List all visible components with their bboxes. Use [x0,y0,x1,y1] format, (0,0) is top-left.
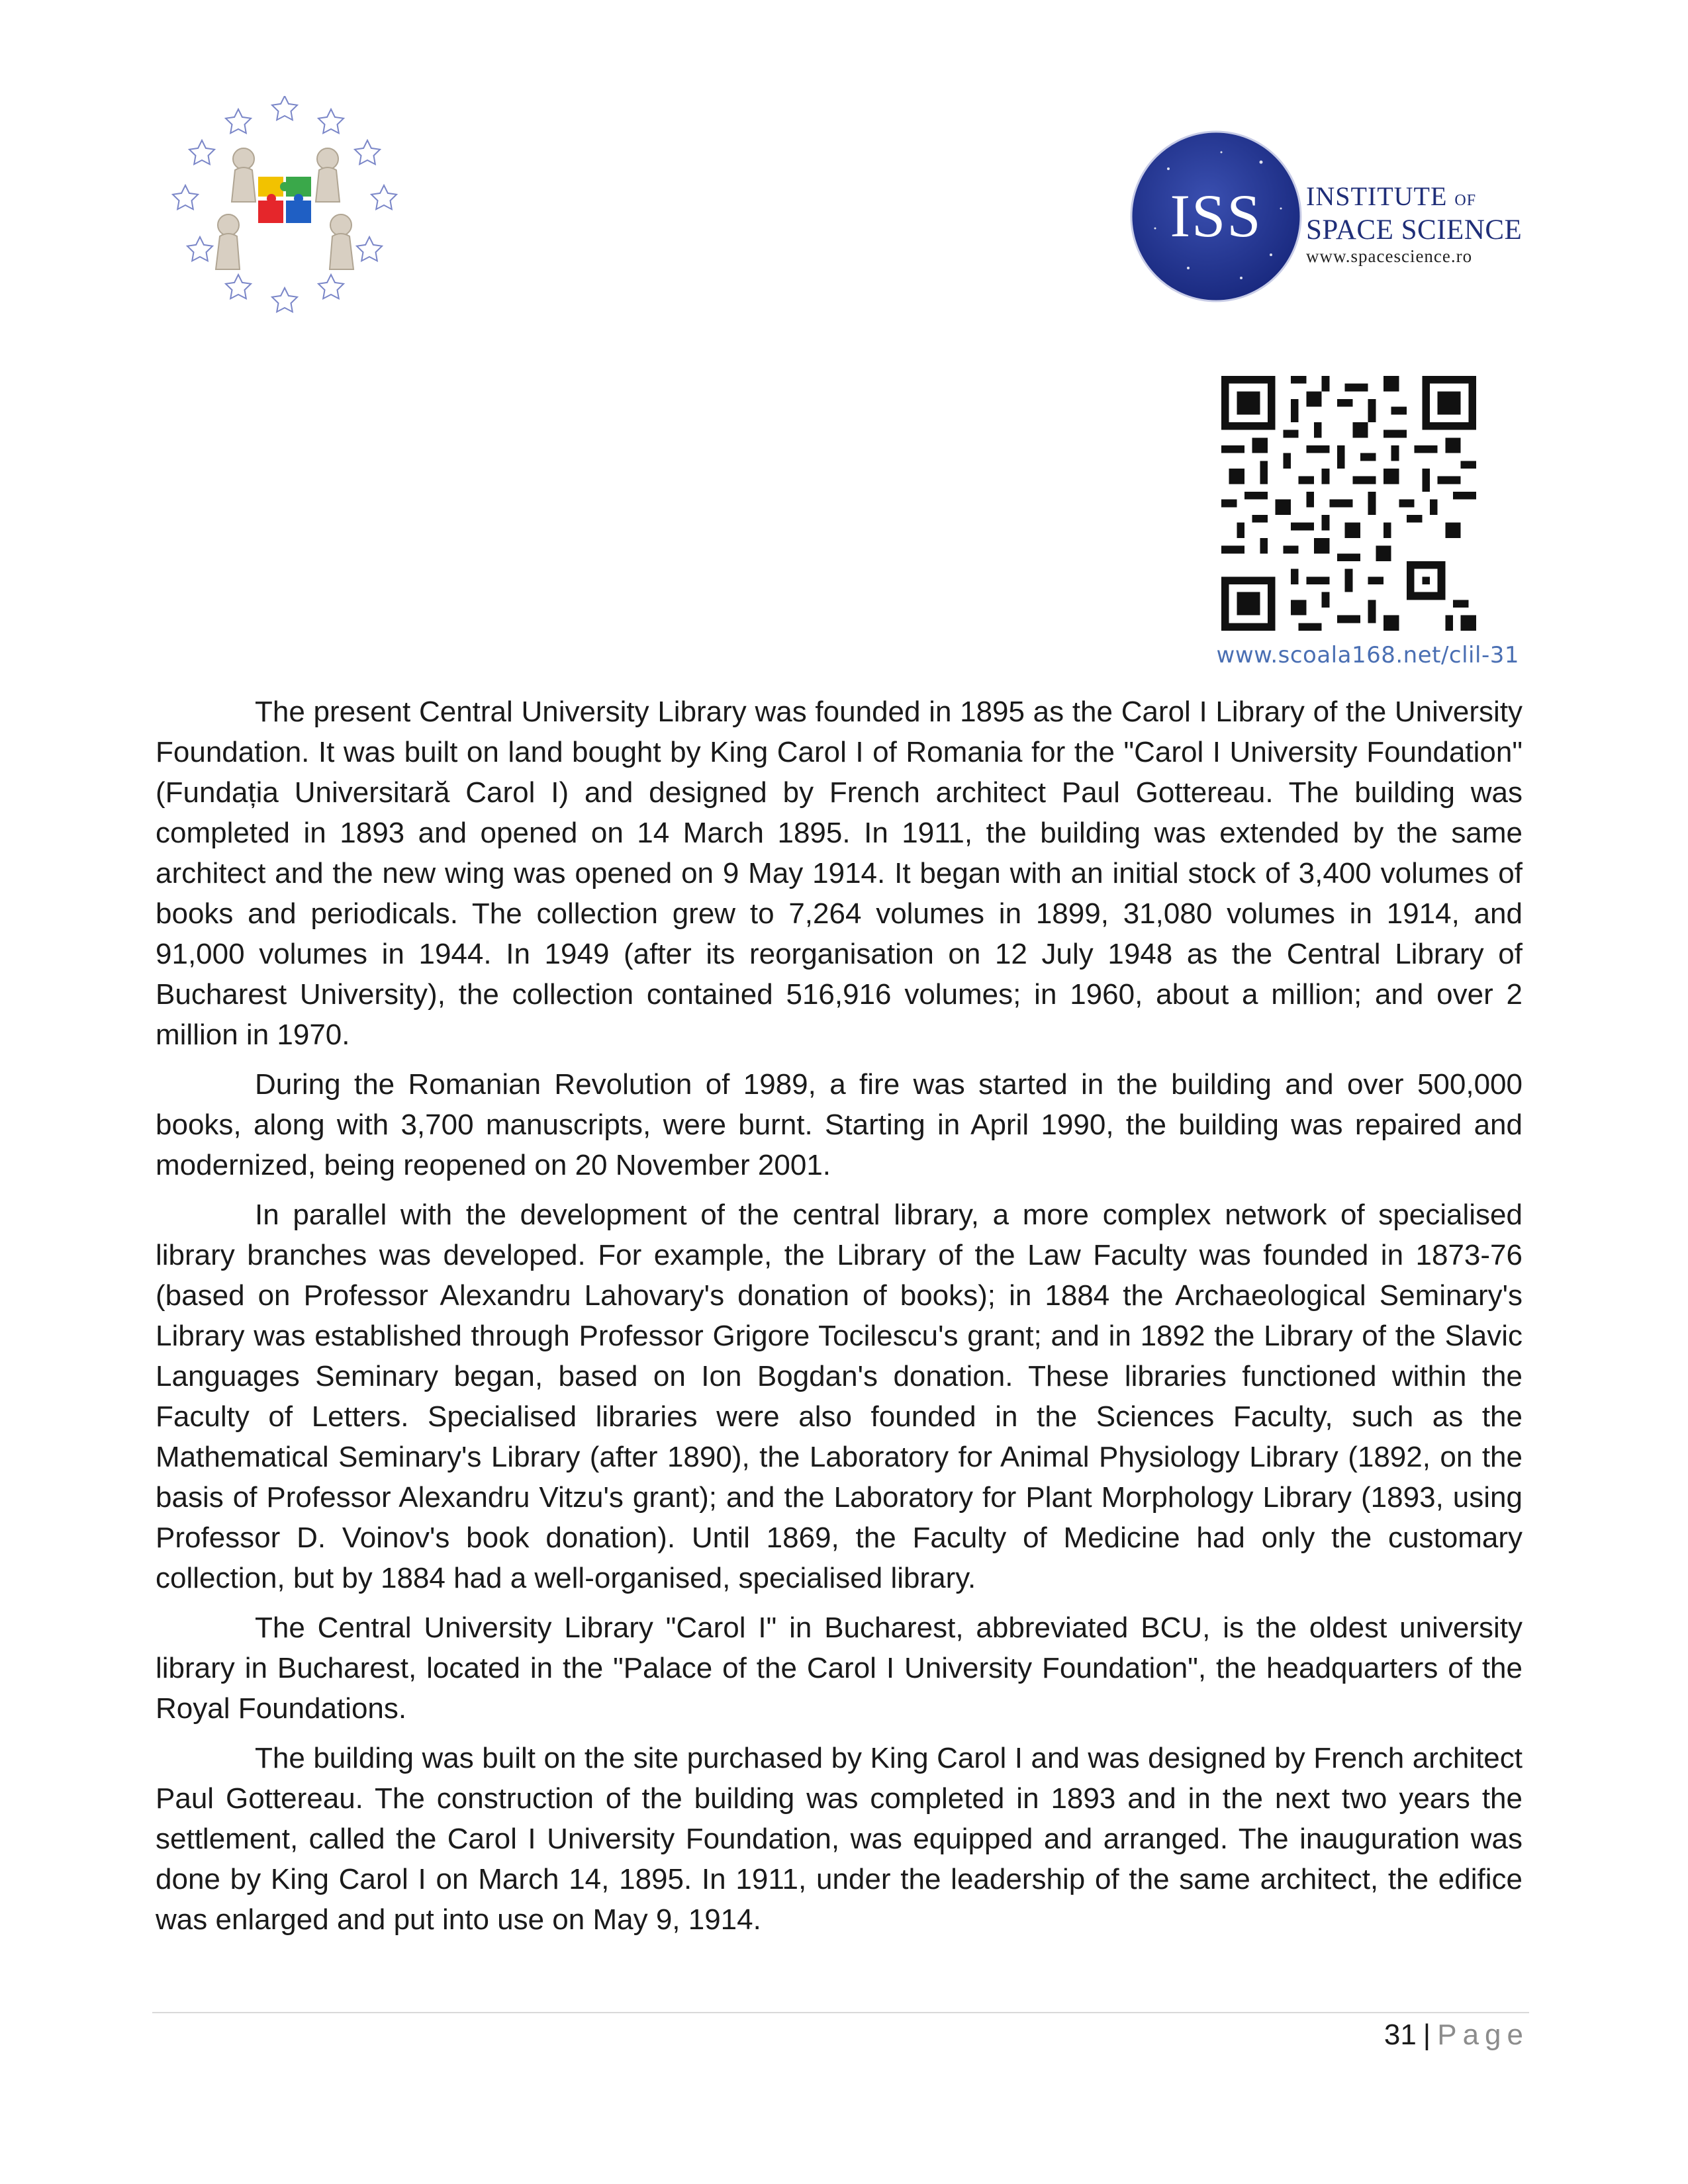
iss-logo [1129,129,1539,304]
footer-separator: | [1423,2019,1431,2051]
footer-divider [152,2012,1529,2013]
qr-caption-link[interactable]: www.scoala168.net/clil-31 [1216,642,1519,668]
iss-emblem-icon [1129,129,1304,304]
qr-code [1221,376,1476,631]
paragraph: The building was built on the site purchased by King Carol I and was designed by French architect Paul Gottereau. The construction of the building was completed in 1893 and in the next two years the settlement, called the Carol I University Foundation, was equipped and arranged. The inauguration was done by King Carol I on March 14, 1895. In 1911, under the leadership of the same architect, the edifice was enlarged and put into use on May 9, 1914. [156,1742,1523,1936]
paragraph: In parallel with the development of the central library, a more complex network of specialised library branches was developed. For example, the Library of the Law Faculty was founded in 1873-76 (based on Professor Alexandru Lahovary's donation of books); in 1884 the Archaeological Seminary's Library was established through Professor Grigore Tocilescu's grant; and in 1892 the Library of the Slavic Languages Seminary began, based on Ion Bogdan's donation. These libraries functioned within the Faculty of Letters. Specialised libraries were also founded in the Sciences Faculty, such as the Mathematical Seminary's Library (after 1890), the Laboratory for Animal Physiology Library (1892, on the basis of Professor Alexandru Vitzu's grant); and the Laboratory for Plant Morphology Library (1893, using Professor D. Voinov's book donation). Until 1869, the Faculty of Medicine had only the customary collection, but by 1884 had a well-organised, specialised library. [156,1199,1523,1594]
paragraph: The Central University Library "Carol I" in Bucharest, abbreviated BCU, is the oldest university library in Bucharest, located in the "Palace of the Carol I University Foundation", the headquarters of the Royal Foundations. [156,1612,1523,1725]
qr-code-icon [1221,376,1476,631]
iss-logo-text [1306,182,1522,267]
iss-logo-line2: SPACE SCIENCE [1306,214,1523,246]
paragraph: The present Central University Library was founded in 1895 as the Carol I Library of the University Foundation. It was built on land bought by King Carol I of Romania for the "Carol I University Foundation" (Fundația Universitară Carol I) and designed by French architect Paul Gottereau. The building was completed in 1893 and opened on 14 March 1895. In 1911, the building was extended by the same architect and the new wing was opened on 9 May 1914. It began with an initial stock of 3,400 volumes of books and periodicals. The collection grew to 7,264 volumes in 1899, 31,080 volumes in 1914, and 91,000 volumes in 1944. In 1949 (after its reorganisation on 12 July 1948 as the Central Library of Bucharest University), the collection contained 516,916 volumes; in 1960, about a million; and over 2 million in 1970. [156,696,1523,1051]
iss-logo-line1: INSTITUTE OF [1306,181,1477,211]
stars-puzzle-logo-icon [165,96,404,334]
document-body [156,692,1523,1949]
project-logo [165,96,404,334]
iss-logo-website: www.spacescience.ro [1306,246,1473,266]
page-label: Page [1437,2019,1529,2051]
svg-text:ISS: ISS [1170,182,1262,250]
paragraph: During the Romanian Revolution of 1989, a fire was started in the building and over 500,000 books, along with 3,700 manuscripts, were burnt. Starting in April 1990, the building was repaired and modernized, being reopened on 20 November 2001. [156,1068,1523,1181]
page-number: 31 [1383,2019,1417,2051]
page-footer [1384,2015,1529,2055]
